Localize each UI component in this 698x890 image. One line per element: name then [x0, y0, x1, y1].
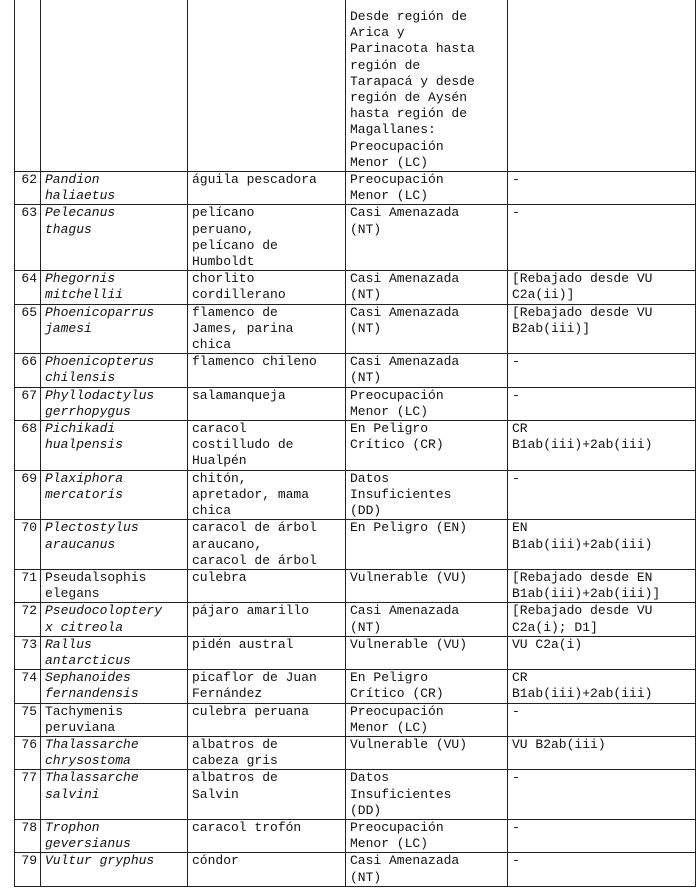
table-row	[15, 421, 696, 471]
scientific-name-cell: Trophon geversianus	[41, 819, 188, 852]
table-row	[15, 387, 696, 420]
status-cell: Preocupación Menor (LC)	[346, 703, 508, 736]
criteria-cell: -	[508, 172, 696, 205]
scientific-name-cell: Vultur gryphus	[41, 853, 188, 886]
common-name-cell	[188, 0, 346, 172]
status-cell: Preocupación Menor (LC)	[346, 172, 508, 205]
number-cell	[15, 0, 41, 172]
table-row	[15, 819, 696, 852]
criteria-cell: CR B1ab(iii)+2ab(iii)	[508, 670, 696, 703]
scientific-name-cell: Pseudocoloptery x citreola	[41, 603, 188, 636]
scientific-name-cell: Sephanoides fernandensis	[41, 670, 188, 703]
criteria-cell: VU C2a(i)	[508, 636, 696, 669]
species-table	[14, 0, 696, 887]
criteria-cell: VU B2ab(iii)	[508, 736, 696, 769]
common-name-cell: chorlito cordillerano	[188, 271, 346, 304]
scientific-name-cell: Thalassarche chrysostoma	[41, 736, 188, 769]
row-number: 65	[15, 304, 41, 354]
status-cell: Vulnerable (VU)	[346, 736, 508, 769]
row-number: 78	[15, 819, 41, 852]
species-table-body	[15, 0, 696, 886]
table-row	[15, 304, 696, 354]
criteria-cell: [Rebajado desde VU B2ab(iii)]	[508, 304, 696, 354]
row-number: 71	[15, 569, 41, 602]
status-cell: Datos Insuficientes (DD)	[346, 770, 508, 820]
scientific-name-cell: Phoenicoparrus jamesi	[41, 304, 188, 354]
status-cell: En Peligro (EN)	[346, 520, 508, 570]
row-number: 79	[15, 853, 41, 886]
table-row	[15, 853, 696, 886]
table-row-continuation	[15, 0, 696, 172]
row-number: 73	[15, 636, 41, 669]
table-row	[15, 172, 696, 205]
criteria-cell: EN B1ab(iii)+2ab(iii)	[508, 520, 696, 570]
scientific-name-cell: Pandion haliaetus	[41, 172, 188, 205]
common-name-cell: salamanqueja	[188, 387, 346, 420]
scientific-name-cell: Plaxiphora mercatoris	[41, 470, 188, 520]
common-name-cell: culebra	[188, 569, 346, 602]
common-name-cell: flamenco chileno	[188, 354, 346, 387]
criteria-cell: [Rebajado desde EN B1ab(iii)+2ab(iii)]	[508, 569, 696, 602]
scientific-name-cell: Tachymenis peruviana	[41, 703, 188, 736]
criteria-cell: -	[508, 819, 696, 852]
row-number: 77	[15, 770, 41, 820]
criteria-cell: -	[508, 853, 696, 886]
table-row	[15, 703, 696, 736]
common-name-cell: pájaro amarillo	[188, 603, 346, 636]
common-name-cell: águila pescadora	[188, 172, 346, 205]
status-cell: Desde región de Arica y Parinacota hasta región de Tarapacá y desde región de Aysén hasta región de Magallanes: Preocupación Menor (LC)	[346, 0, 508, 172]
status-cell: Casi Amenazada (NT)	[346, 853, 508, 886]
common-name-cell: cóndor	[188, 853, 346, 886]
row-number: 72	[15, 603, 41, 636]
table-row	[15, 770, 696, 820]
row-number: 67	[15, 387, 41, 420]
table-row	[15, 603, 696, 636]
row-number: 69	[15, 470, 41, 520]
table-row	[15, 271, 696, 304]
status-cell: Vulnerable (VU)	[346, 636, 508, 669]
common-name-cell: caracol costilludo de Hualpén	[188, 421, 346, 471]
common-name-cell: caracol trofón	[188, 819, 346, 852]
table-row	[15, 205, 696, 271]
row-number: 62	[15, 172, 41, 205]
table-row	[15, 354, 696, 387]
criteria-cell: -	[508, 205, 696, 271]
criteria-cell: -	[508, 470, 696, 520]
criteria-cell: -	[508, 354, 696, 387]
table-row	[15, 520, 696, 570]
row-number: 66	[15, 354, 41, 387]
common-name-cell: albatros de cabeza gris	[188, 736, 346, 769]
status-cell: Casi Amenazada (NT)	[346, 271, 508, 304]
scientific-name-cell: Phyllodactylus gerrhopygus	[41, 387, 188, 420]
criteria-cell: -	[508, 387, 696, 420]
status-cell: En Peligro Crítico (CR)	[346, 670, 508, 703]
scientific-name-cell: Phegornis mitchellii	[41, 271, 188, 304]
scientific-name-cell: Thalassarche salvini	[41, 770, 188, 820]
status-cell: Casi Amenazada (NT)	[346, 354, 508, 387]
table-row	[15, 736, 696, 769]
row-number: 63	[15, 205, 41, 271]
common-name-cell: culebra peruana	[188, 703, 346, 736]
row-number: 64	[15, 271, 41, 304]
row-number: 75	[15, 703, 41, 736]
criteria-cell: [Rebajado desde VU C2a(ii)]	[508, 271, 696, 304]
status-cell: Vulnerable (VU)	[346, 569, 508, 602]
row-number: 68	[15, 421, 41, 471]
criteria-cell: [Rebajado desde VU C2a(i); D1]	[508, 603, 696, 636]
scientific-name-cell: Rallus antarcticus	[41, 636, 188, 669]
row-number: 74	[15, 670, 41, 703]
common-name-cell: flamenco de James, parina chica	[188, 304, 346, 354]
table-row	[15, 470, 696, 520]
status-cell: Casi Amenazada (NT)	[346, 603, 508, 636]
status-cell: Casi Amenazada (NT)	[346, 205, 508, 271]
table-row	[15, 569, 696, 602]
common-name-cell: pidén austral	[188, 636, 346, 669]
status-cell: Preocupación Menor (LC)	[346, 819, 508, 852]
scientific-name-cell: Pseudalsophis elegans	[41, 569, 188, 602]
table-row	[15, 670, 696, 703]
common-name-cell: albatros de Salvin	[188, 770, 346, 820]
scientific-name-cell: Pelecanus thagus	[41, 205, 188, 271]
row-number: 70	[15, 520, 41, 570]
criteria-cell: -	[508, 770, 696, 820]
status-cell: Casi Amenazada (NT)	[346, 304, 508, 354]
criteria-cell: -	[508, 703, 696, 736]
scientific-name-cell	[41, 0, 188, 172]
scientific-name-cell: Pichikadi hualpensis	[41, 421, 188, 471]
criteria-cell: CR B1ab(iii)+2ab(iii)	[508, 421, 696, 471]
status-cell: En Peligro Crítico (CR)	[346, 421, 508, 471]
common-name-cell: picaflor de Juan Fernández	[188, 670, 346, 703]
status-cell: Preocupación Menor (LC)	[346, 387, 508, 420]
row-number: 76	[15, 736, 41, 769]
common-name-cell: pelícano peruano, pelícano de Humboldt	[188, 205, 346, 271]
common-name-cell: caracol de árbol araucano, caracol de árbol	[188, 520, 346, 570]
scientific-name-cell: Plectostylus araucanus	[41, 520, 188, 570]
criteria-cell	[508, 0, 696, 172]
status-cell: Datos Insuficientes (DD)	[346, 470, 508, 520]
common-name-cell: chitón, apretador, mama chica	[188, 470, 346, 520]
scientific-name-cell: Phoenicopterus chilensis	[41, 354, 188, 387]
table-row	[15, 636, 696, 669]
